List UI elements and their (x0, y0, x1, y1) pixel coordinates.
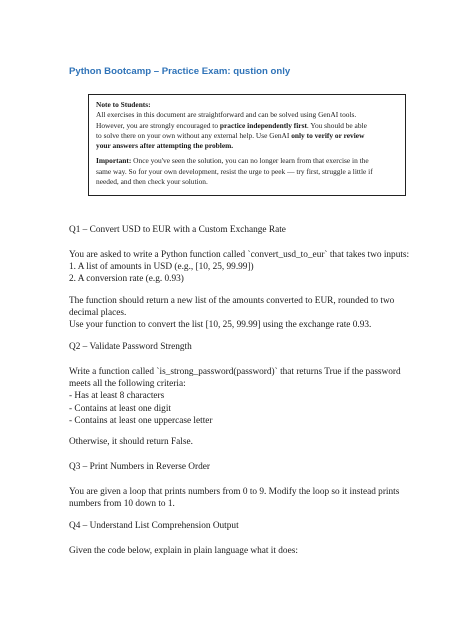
q2-otherwise: Otherwise, it should return False. (69, 437, 193, 447)
q1-intro: You are asked to write a Python function called `convert_usd_to_eur` that takes two inputs: 1. A list of amounts in USD (e.g., [10, 25, 99.99]) 2. A conversion rate (e.g. 0.93) (69, 250, 410, 285)
important-line-3: needed, and then check your solution. (96, 177, 208, 187)
q1-heading: Q1 – Convert USD to EUR with a Custom Exchange Rate (69, 225, 286, 235)
q2-heading: Q2 – Validate Password Strength (69, 342, 192, 352)
important-line-2: same way. So for your own development, resist the urge to peek — try first, struggle a little if (96, 166, 373, 176)
q2-criteria: Write a function called `is_strong_password(password)` that returns True if the password meets all the following criteria: - Has at least 8 characters - Contains at least one digit - Contains at least one uppercase letter (69, 367, 401, 426)
note-line-2: However, you are strongly encouraged to practice independently first. You should be able (96, 120, 367, 130)
q1-details: The function should return a new list of the amounts converted to EUR, rounded to two decimal places. Use your function to convert the list [10, 25, 99.99] using the exchange rate 0.93. (69, 296, 395, 331)
q4-body: Given the code below, explain in plain language what it does: (69, 546, 298, 556)
q4-heading: Q4 – Understand List Comprehension Output (69, 521, 239, 531)
document-title: Python Bootcamp – Practice Exam: qustion only (69, 66, 291, 77)
note-line-4: your answers after attempting the problem. (96, 141, 234, 151)
important-line-1: Important: Once you've seen the solution, you can no longer learn from that exercise in the (96, 156, 369, 166)
q3-body: You are given a loop that prints numbers from 0 to 9. Modify the loop so it instead prints numbers from 10 down to 1. (69, 487, 400, 510)
important-label: Important: (96, 156, 132, 166)
practice-independently-emphasis: practice independently first (219, 120, 307, 130)
note-line-1: All exercises in this document are straightforward and can be solved using GenAI tools. (96, 110, 357, 120)
note-line-3: to solve there on your own without any external help. Use GenAI only to verify or review (96, 130, 365, 140)
note-to-students-box (88, 94, 406, 196)
verify-review-emphasis: only to verify or review (291, 130, 365, 140)
note-heading: Note to Students: (96, 100, 151, 109)
q3-heading: Q3 – Print Numbers in Reverse Order (69, 462, 210, 472)
